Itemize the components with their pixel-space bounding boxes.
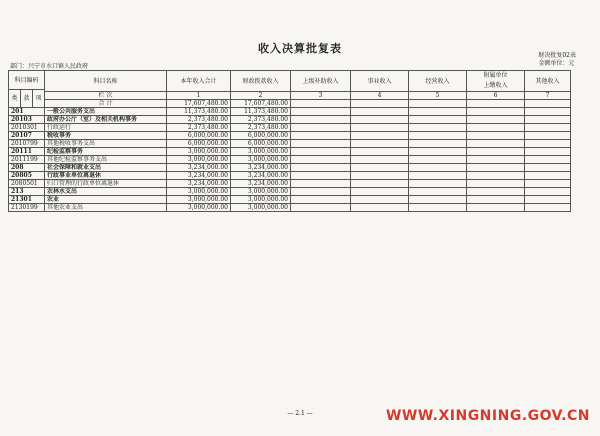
row-empty-cell bbox=[351, 140, 409, 148]
row-empty-cell bbox=[291, 148, 351, 156]
total-label: 合 计 bbox=[45, 100, 167, 108]
row-name: 政府办公厅（室）及相关机构事务 bbox=[45, 116, 167, 124]
page-number: — 2.1 — bbox=[287, 410, 313, 417]
row-empty-cell bbox=[467, 180, 525, 188]
row-code: 2011199 bbox=[9, 156, 45, 164]
row-empty-cell bbox=[525, 140, 571, 148]
row-empty-cell bbox=[409, 196, 467, 204]
row-empty-cell bbox=[409, 132, 467, 140]
row-empty-cell bbox=[351, 180, 409, 188]
unit-label: 金额单位：元 bbox=[538, 60, 575, 67]
row-fiscal: 3,000,000.00 bbox=[231, 156, 291, 164]
row-code: 213 bbox=[9, 188, 45, 196]
site-watermark: WWW.XINGNING.GOV.CN bbox=[385, 408, 590, 424]
row-empty-cell bbox=[291, 204, 351, 212]
row-fiscal: 3,000,000.00 bbox=[231, 204, 291, 212]
row-total: 2,373,480.00 bbox=[167, 116, 231, 124]
row-name: 其他纪检监察事务支出 bbox=[45, 156, 167, 164]
row-code: 21301 bbox=[9, 196, 45, 204]
form-meta bbox=[538, 52, 576, 68]
lanci-3: 3 bbox=[291, 92, 351, 100]
row-name: 行政运行 bbox=[45, 124, 167, 132]
row-empty-cell bbox=[467, 108, 525, 116]
row-empty-cell bbox=[409, 164, 467, 172]
table-row bbox=[9, 180, 571, 188]
row-name: 税收事务 bbox=[45, 132, 167, 140]
row-empty-cell bbox=[351, 124, 409, 132]
header-item: 项 bbox=[33, 90, 45, 108]
row-empty-cell bbox=[409, 148, 467, 156]
row-name: 一般公共服务支出 bbox=[45, 108, 167, 116]
header-col-total: 本年收入合计 bbox=[167, 71, 231, 92]
row-fiscal: 2,373,480.00 bbox=[231, 124, 291, 132]
header-col-operating: 经营收入 bbox=[409, 71, 467, 92]
row-empty-cell bbox=[351, 196, 409, 204]
table-row bbox=[9, 148, 571, 156]
row-empty-cell bbox=[467, 124, 525, 132]
table-row bbox=[9, 124, 571, 132]
row-code: 2010301 bbox=[9, 124, 45, 132]
row-empty-cell bbox=[525, 188, 571, 196]
header-col-fiscal: 财政拨款收入 bbox=[231, 71, 291, 92]
table-row bbox=[9, 204, 571, 212]
row-empty-cell bbox=[351, 172, 409, 180]
row-empty-cell bbox=[525, 124, 571, 132]
row-total: 3,234,000.00 bbox=[167, 172, 231, 180]
header-section: 款 bbox=[21, 90, 33, 108]
total-row bbox=[9, 100, 571, 108]
row-empty-cell bbox=[351, 204, 409, 212]
header-col-other: 其他收入 bbox=[525, 71, 571, 92]
table-row bbox=[9, 116, 571, 124]
lanci-7: 7 bbox=[525, 92, 571, 100]
row-total: 3,000,000.00 bbox=[167, 156, 231, 164]
row-empty-cell bbox=[291, 188, 351, 196]
lanci-row bbox=[9, 92, 571, 100]
row-empty-cell bbox=[409, 204, 467, 212]
table-row bbox=[9, 172, 571, 180]
row-empty-cell bbox=[467, 116, 525, 124]
row-empty-cell bbox=[291, 164, 351, 172]
row-empty-cell bbox=[525, 164, 571, 172]
table-row bbox=[9, 164, 571, 172]
row-total: 3,000,000.00 bbox=[167, 196, 231, 204]
row-name: 归口管理的行政单位离退休 bbox=[45, 180, 167, 188]
row-empty-cell bbox=[409, 156, 467, 164]
table-row bbox=[9, 156, 571, 164]
row-fiscal: 3,234,000.00 bbox=[231, 180, 291, 188]
page-title: 收入决算批复表 bbox=[258, 42, 342, 55]
row-empty-cell bbox=[291, 180, 351, 188]
header-affiliated-line1: 附属单位 bbox=[483, 72, 508, 79]
lanci-4: 4 bbox=[351, 92, 409, 100]
row-empty-cell bbox=[351, 108, 409, 116]
row-empty-cell bbox=[467, 140, 525, 148]
row-empty-cell bbox=[351, 188, 409, 196]
department-label: 部门：兴宁市水口镇人民政府 bbox=[10, 63, 89, 70]
row-empty-cell bbox=[525, 148, 571, 156]
row-total: 3,000,000.00 bbox=[167, 204, 231, 212]
row-fiscal: 3,000,000.00 bbox=[231, 196, 291, 204]
header-code: 科目编码 bbox=[9, 71, 45, 90]
row-empty-cell bbox=[409, 180, 467, 188]
header-class: 类 bbox=[9, 90, 21, 108]
row-fiscal: 3,234,000.00 bbox=[231, 164, 291, 172]
row-empty-cell bbox=[467, 188, 525, 196]
header-col-subsidy: 上级补助收入 bbox=[291, 71, 351, 92]
form-code: 财决批复02表 bbox=[538, 52, 576, 59]
row-name: 其他税收事务支出 bbox=[45, 140, 167, 148]
row-empty-cell bbox=[291, 140, 351, 148]
row-code: 20111 bbox=[9, 148, 45, 156]
row-fiscal: 3,000,000.00 bbox=[231, 148, 291, 156]
row-empty-cell bbox=[467, 156, 525, 164]
row-fiscal: 6,000,000.00 bbox=[231, 140, 291, 148]
header-row bbox=[9, 71, 571, 90]
row-empty-cell bbox=[467, 132, 525, 140]
row-empty-cell bbox=[409, 116, 467, 124]
row-name: 农林水支出 bbox=[45, 188, 167, 196]
total-fiscal: 17,607,480.00 bbox=[231, 100, 291, 108]
row-empty-cell bbox=[351, 164, 409, 172]
row-empty-cell bbox=[525, 204, 571, 212]
row-code: 20103 bbox=[9, 116, 45, 124]
row-empty-cell bbox=[291, 108, 351, 116]
row-empty-cell bbox=[467, 204, 525, 212]
row-fiscal: 6,000,000.00 bbox=[231, 132, 291, 140]
row-fiscal: 11,373,480.00 bbox=[231, 108, 291, 116]
header-name: 科目名称 bbox=[45, 71, 167, 92]
lanci-1: 1 bbox=[167, 92, 231, 100]
row-fiscal: 2,373,480.00 bbox=[231, 116, 291, 124]
row-empty-cell bbox=[351, 156, 409, 164]
header-affiliated-line2: 上缴收入 bbox=[483, 82, 508, 89]
header-col-business: 事业收入 bbox=[351, 71, 409, 92]
row-code: 208 bbox=[9, 164, 45, 172]
row-empty-cell bbox=[291, 124, 351, 132]
row-name: 行政事业单位离退休 bbox=[45, 172, 167, 180]
row-empty-cell bbox=[409, 124, 467, 132]
table-row bbox=[9, 196, 571, 204]
row-empty-cell bbox=[351, 148, 409, 156]
row-empty-cell bbox=[409, 140, 467, 148]
row-empty-cell bbox=[525, 180, 571, 188]
header-col-affiliated bbox=[467, 71, 525, 92]
row-empty-cell bbox=[291, 156, 351, 164]
lanci-6: 6 bbox=[467, 92, 525, 100]
row-empty-cell bbox=[525, 116, 571, 124]
row-name: 纪检监察事务 bbox=[45, 148, 167, 156]
lanci-label: 栏 次 bbox=[45, 92, 167, 100]
row-empty-cell bbox=[467, 172, 525, 180]
row-empty-cell bbox=[467, 164, 525, 172]
lanci-2: 2 bbox=[231, 92, 291, 100]
table-row bbox=[9, 108, 571, 116]
row-empty-cell bbox=[291, 172, 351, 180]
row-empty-cell bbox=[525, 196, 571, 204]
row-name: 其他农业支出 bbox=[45, 204, 167, 212]
row-name: 农业 bbox=[45, 196, 167, 204]
row-name: 社会保障和就业支出 bbox=[45, 164, 167, 172]
row-empty-cell bbox=[291, 196, 351, 204]
row-code: 20805 bbox=[9, 172, 45, 180]
table-row bbox=[9, 140, 571, 148]
row-total: 2,373,480.00 bbox=[167, 124, 231, 132]
row-empty-cell bbox=[467, 148, 525, 156]
table-row bbox=[9, 188, 571, 196]
row-empty-cell bbox=[525, 172, 571, 180]
row-total: 3,000,000.00 bbox=[167, 188, 231, 196]
row-empty-cell bbox=[409, 188, 467, 196]
row-total: 3,234,000.00 bbox=[167, 164, 231, 172]
row-empty-cell bbox=[351, 132, 409, 140]
row-empty-cell bbox=[409, 108, 467, 116]
table-row bbox=[9, 132, 571, 140]
row-empty-cell bbox=[525, 108, 571, 116]
lanci-5: 5 bbox=[409, 92, 467, 100]
row-code: 2130199 bbox=[9, 204, 45, 212]
row-empty-cell bbox=[409, 172, 467, 180]
revenue-table bbox=[8, 70, 571, 212]
row-empty-cell bbox=[467, 196, 525, 204]
row-total: 3,000,000.00 bbox=[167, 148, 231, 156]
row-total: 3,234,000.00 bbox=[167, 180, 231, 188]
row-empty-cell bbox=[525, 156, 571, 164]
row-code: 201 bbox=[9, 108, 45, 116]
row-empty-cell bbox=[291, 116, 351, 124]
row-code: 2080501 bbox=[9, 180, 45, 188]
row-empty-cell bbox=[351, 116, 409, 124]
row-total: 11,373,480.00 bbox=[167, 108, 231, 116]
row-empty-cell bbox=[291, 132, 351, 140]
row-code: 20107 bbox=[9, 132, 45, 140]
row-empty-cell bbox=[525, 132, 571, 140]
row-code: 2010799 bbox=[9, 140, 45, 148]
row-total: 6,000,000.00 bbox=[167, 140, 231, 148]
total-sum: 17,607,480.00 bbox=[167, 100, 231, 108]
row-total: 6,000,000.00 bbox=[167, 132, 231, 140]
row-fiscal: 3,000,000.00 bbox=[231, 188, 291, 196]
row-fiscal: 3,234,000.00 bbox=[231, 172, 291, 180]
